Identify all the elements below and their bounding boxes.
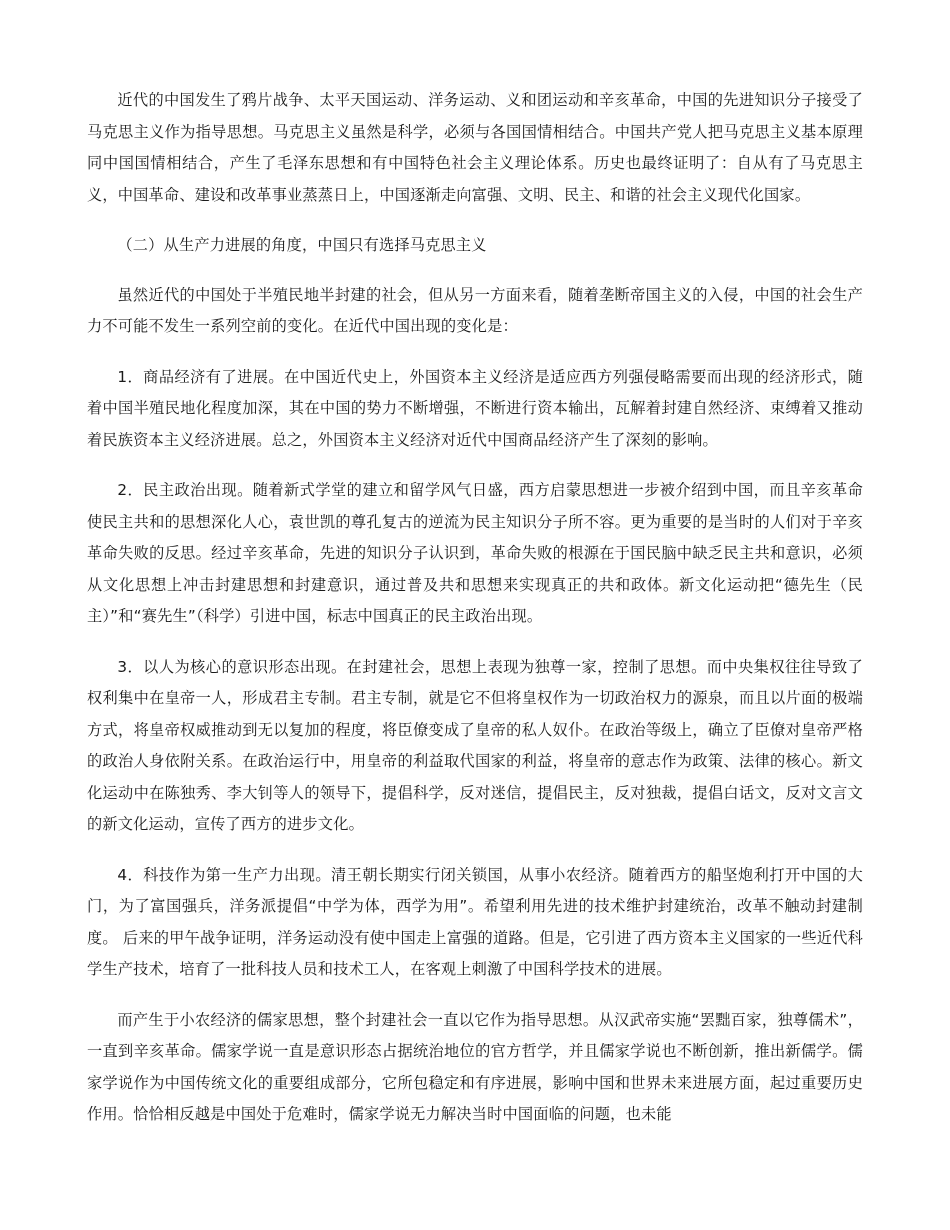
paragraph-confucianism: 而产生于小农经济的儒家思想，整个封建社会一直以它作为指导思想。从汉武帝实施“罢黜百家，独尊儒术”，一直到辛亥革命。儒家学说一直是意识形态占据统治地位的官方哲学，并且儒家学说也不断创新，推出新儒学。儒家学说作为中国传统文化的重要组成部分，它所包稳定和有序进展，影响中国和世界未来进展方面，起过重要历史作用。恰恰相反越是中国处于危难时，儒家学说无力解决当时中国面临的问题，也未能 bbox=[87, 1010, 863, 1123]
document-page bbox=[87, 85, 863, 1150]
paragraph-point-1: 1．商品经济有了进展。在中国近代史上，外国资本主义经济是适应西方列强侵略需要而出现的经济形式，随着中国半殖民地化程度加深，其在中国的势力不断增强，不断进行资本输出，瓦解着封建自然经济、束缚着又推动着民族资本主义经济进展。总之，外国资本主义经济对近代中国商品经济产生了深刻的影响。 bbox=[87, 367, 863, 449]
paragraph-intro: 近代的中国发生了鸦片战争、太平天国运动、洋务运动、义和团运动和辛亥革命，中国的先进知识分子接受了马克思主义作为指导思想。马克思主义虽然是科学，必须与各国国情相结合。中国共产党人把马克思主义基本原理同中国国情相结合，产生了毛泽东思想和有中国特色社会主义理论体系。历史也最终证明了：自从有了马克思主义，中国革命、建设和改革事业蒸蒸日上，中国逐渐走向富强、文明、民主、和谐的社会主义现代化国家。 bbox=[87, 91, 863, 204]
paragraph-point-3: 3．以人为核心的意识形态出现。在封建社会，思想上表现为独尊一家，控制了思想。而中央集权往往导致了权利集中在皇帝一人，形成君主专制。君主专制，就是它不但将皇权作为一切政治权力的源泉，而且以片面的极端方式，将皇帝权威推动到无以复加的程度，将臣僚变成了皇帝的私人奴仆。在政治等级上，确立了臣僚对皇帝严格的政治人身依附关系。在政治运行中，用皇帝的利益取代国家的利益，将皇帝的意志作为政策、法律的核心。新文化运动中在陈独秀、李大钊等人的领导下，提倡科学，反对迷信，提倡民主，反对独裁，提倡白话文，反对文言文的新文化运动，宣传了西方的进步文化。 bbox=[87, 657, 863, 833]
paragraph-context: 虽然近代的中国处于半殖民地半封建的社会，但从另一方面来看，随着垄断帝国主义的入侵，中国的社会生产力不可能不发生一系列空前的变化。在近代中国出现的变化是： bbox=[87, 285, 863, 335]
paragraph-point-4: 4．科技作为第一生产力出现。清王朝长期实行闭关锁国，从事小农经济。随着西方的船坚炮利打开中国的大门，为了富国强兵，洋务派提倡“中学为体，西学为用”。希望利用先进的技术维护封建统治，改革不触动封建制度。 后来的甲午战争证明，洋务运动没有使中国走上富强的道路。但是，它引进了西方资本主义国家的一些近代科学生产技术，培育了一批科技人员和技术工人，在客观上刺激了中国科学技术的进展。 bbox=[87, 865, 863, 978]
section-heading: （二）从生产力进展的角度，中国只有选择马克思主义 bbox=[117, 236, 487, 254]
paragraph-point-2: 2．民主政治出现。随着新式学堂的建立和留学风气日盛，西方启蒙思想进一步被介绍到中国，而且辛亥革命使民主共和的思想深化人心，袁世凯的尊孔复古的逆流为民主知识分子所不容。更为重要的是当时的人们对于辛亥革命失败的反思。经过辛亥革命，先进的知识分子认识到，革命失败的根源在于国民脑中缺乏民主共和意识，必须从文化思想上冲击封建思想和封建意识，通过普及共和思想来实现真正的共和政体。新文化运动把“德先生（民主）”和“赛先生”（科学）引进中国，标志中国真正的民主政治出现。 bbox=[87, 481, 863, 625]
